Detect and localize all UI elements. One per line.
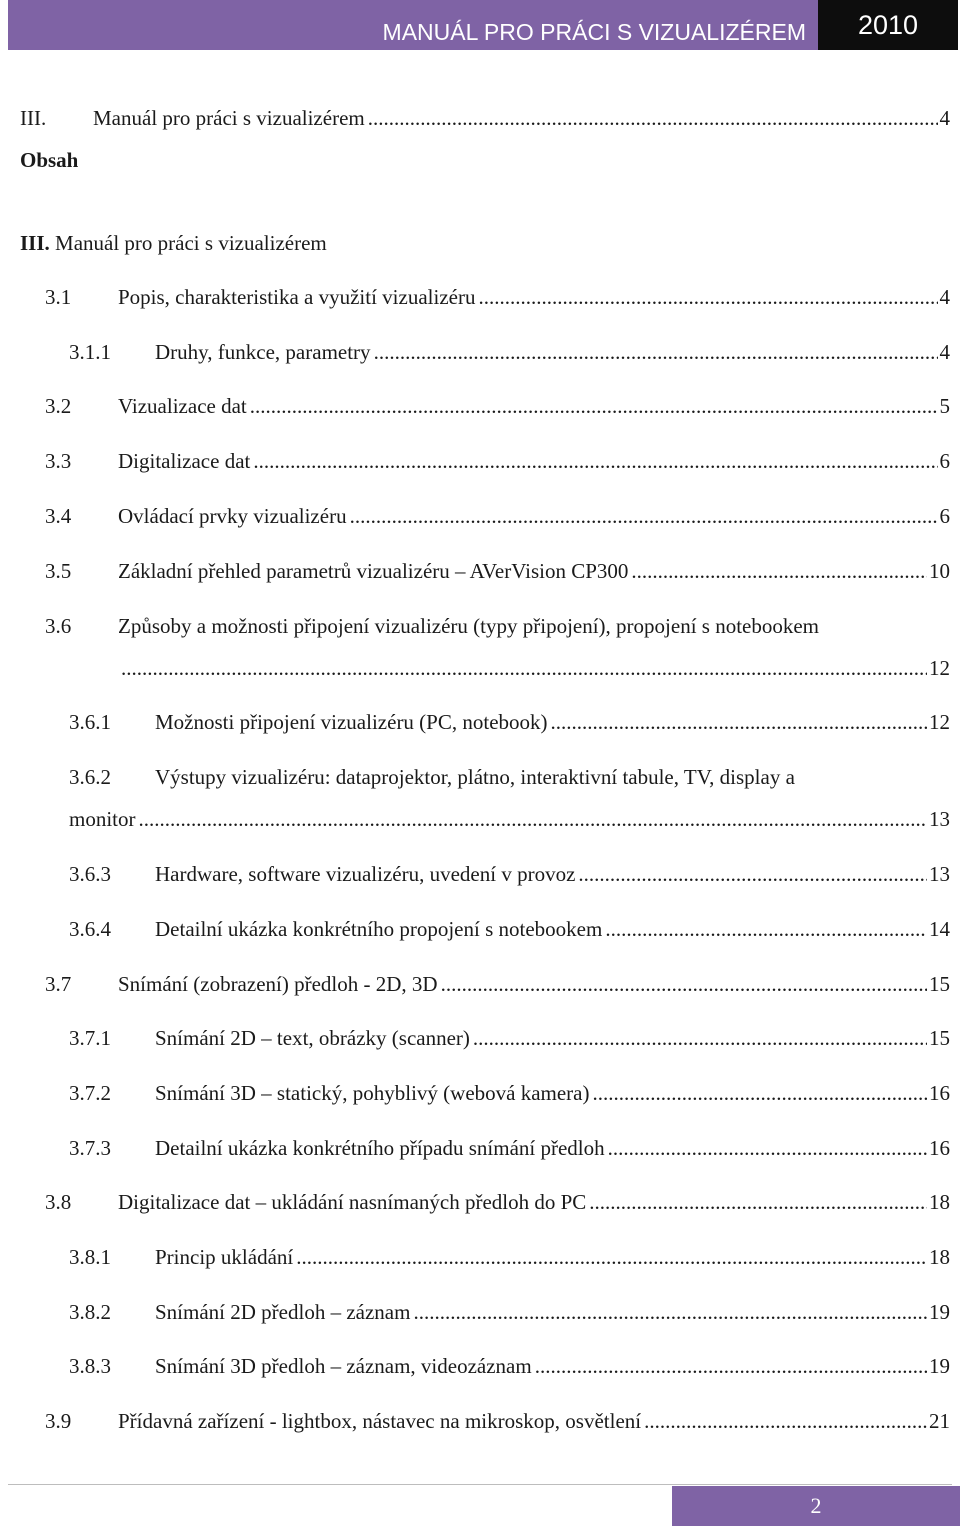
toc-entry-page: 15 xyxy=(929,972,950,996)
toc-entry[interactable] xyxy=(45,972,950,1002)
toc-leader-dots xyxy=(551,710,927,735)
toc-entry-title: Snímání (zobrazení) předloh - 2D, 3D xyxy=(118,972,438,996)
toc-entry-title: Přídavná zařízení - lightbox, nástavec na mikroskop, osvětlení xyxy=(118,1409,642,1433)
toc-entry-number: 3.1.1 xyxy=(69,340,111,364)
toc-entry-title: Princip ukládání xyxy=(155,1245,294,1269)
toc-entry-title: Digitalizace dat – ukládání nasnímaných předloh do PC xyxy=(118,1190,587,1214)
toc-entry-continuation[interactable] xyxy=(118,656,950,686)
toc-entry-number: III. xyxy=(20,106,47,130)
toc-entry-number: 3.6.2 xyxy=(69,765,111,789)
chapter-number: III. xyxy=(20,231,50,255)
toc-entry-page: 4 xyxy=(939,285,950,309)
toc-entry-page: 10 xyxy=(929,559,950,583)
toc-entry-page: 13 xyxy=(929,807,950,831)
toc-entry-number: 3.5 xyxy=(45,559,72,583)
toc-entry-number: 3.8.2 xyxy=(69,1300,111,1324)
toc-leader-dots xyxy=(253,449,937,474)
toc-entry-title: Výstupy vizualizéru: dataprojektor, plátno, interaktivní tabule, TV, display a xyxy=(155,765,795,789)
toc-entry-number: 3.8.3 xyxy=(69,1354,111,1378)
toc-leader-dots xyxy=(296,1245,927,1270)
toc-entry-number: 3.8 xyxy=(45,1190,72,1214)
toc-entry-page: 4 xyxy=(939,340,950,364)
toc-entry-title: Způsoby a možnosti připojení vizualizéru (typy připojení), propojení s notebookem xyxy=(118,614,820,638)
toc-entry-page: 6 xyxy=(939,504,950,528)
toc-leader-dots xyxy=(121,656,927,681)
toc-entry-top[interactable] xyxy=(20,106,950,136)
toc-leader-dots xyxy=(535,1354,927,1379)
toc-leader-dots xyxy=(605,917,927,942)
toc-entry[interactable] xyxy=(69,1081,950,1111)
toc-leader-dots xyxy=(644,1409,927,1434)
toc-entry-page: 5 xyxy=(939,394,950,418)
toc-entry[interactable] xyxy=(45,449,950,479)
toc-entry-number: 3.6.4 xyxy=(69,917,111,941)
toc-entry-page: 13 xyxy=(929,862,950,886)
toc-entry-page: 16 xyxy=(929,1136,950,1160)
toc-entry-number: 3.7.1 xyxy=(69,1026,111,1050)
toc-entry-title: Detailní ukázka konkrétního případu snímání předloh xyxy=(155,1136,605,1160)
toc-leader-dots xyxy=(473,1026,927,1051)
toc-entry-title: Hardware, software vizualizéru, uvedení v provoz xyxy=(155,862,576,886)
toc-entry[interactable] xyxy=(45,1409,950,1439)
toc-leader-dots xyxy=(593,1081,928,1106)
toc-entry-continuation[interactable] xyxy=(69,807,950,837)
toc-entry-page: 16 xyxy=(929,1081,950,1105)
toc-entry-page: 4 xyxy=(939,106,950,130)
toc-entry-number: 3.3 xyxy=(45,449,72,473)
toc-entry[interactable] xyxy=(69,340,950,370)
toc-entry[interactable] xyxy=(45,614,950,644)
toc-entry[interactable] xyxy=(45,1190,950,1220)
toc-entry-number: 3.7 xyxy=(45,972,72,996)
toc-leader-dots xyxy=(374,340,938,365)
toc-entry-title: Základní přehled parametrů vizualizéru – AVerVision CP300 xyxy=(118,559,629,583)
toc-entry-title: Druhy, funkce, parametry xyxy=(155,340,371,364)
toc-leader-dots xyxy=(350,504,938,529)
toc-entry[interactable] xyxy=(69,1136,950,1166)
toc-entry[interactable] xyxy=(69,1026,950,1056)
toc-entry-title: Snímání 3D – statický, pohyblivý (webová kamera) xyxy=(155,1081,590,1105)
toc-leader-dots xyxy=(413,1300,927,1325)
toc-entry-page: 12 xyxy=(929,656,950,680)
toc-entry-title: Vizualizace dat xyxy=(118,394,247,418)
toc-entry-page: 12 xyxy=(929,710,950,734)
toc-entry-page: 14 xyxy=(929,917,950,941)
toc-entry[interactable] xyxy=(69,1245,950,1275)
toc-entry-page: 18 xyxy=(929,1245,950,1269)
toc-entry-title: Ovládací prvky vizualizéru xyxy=(118,504,347,528)
toc-entry-page: 19 xyxy=(929,1354,950,1378)
footer-divider xyxy=(8,1484,952,1485)
toc-leader-dots xyxy=(589,1190,927,1215)
toc-entry-number: 3.6 xyxy=(45,614,72,638)
toc-entry-page: 19 xyxy=(929,1300,950,1324)
toc-leader-dots xyxy=(608,1136,927,1161)
toc-entry-number: 3.9 xyxy=(45,1409,72,1433)
footer-page-number: 2 xyxy=(672,1486,960,1526)
toc-entry-title: Snímání 3D předloh – záznam, videozáznam xyxy=(155,1354,532,1378)
toc-leader-dots xyxy=(631,559,927,584)
toc-entry[interactable] xyxy=(69,1354,950,1384)
toc-entry-title: Digitalizace dat xyxy=(118,449,251,473)
toc-entry-page: 21 xyxy=(929,1409,950,1433)
toc-leader-dots xyxy=(478,285,937,310)
toc-entry-number: 3.7.2 xyxy=(69,1081,111,1105)
toc-entry-title: Snímání 2D předloh – záznam xyxy=(155,1300,411,1324)
toc-entry-title: Snímání 2D – text, obrázky (scanner) xyxy=(155,1026,470,1050)
toc-entry-number: 3.6.3 xyxy=(69,862,111,886)
chapter-title: Manuál pro práci s vizualizérem xyxy=(55,231,327,255)
toc-entry-number: 3.4 xyxy=(45,504,72,528)
toc-entry-title: Možnosti připojení vizualizéru (PC, notebook) xyxy=(155,710,548,734)
toc-entry-number: 3.8.1 xyxy=(69,1245,111,1269)
toc-entry-page: 18 xyxy=(929,1190,950,1214)
toc-entry-number: 3.6.1 xyxy=(69,710,111,734)
toc-entry[interactable] xyxy=(69,1300,950,1330)
toc-entry-number: 3.7.3 xyxy=(69,1136,111,1160)
toc-entry-title: Popis, charakteristika a využití vizualizéru xyxy=(118,285,476,309)
toc-entry[interactable] xyxy=(69,765,950,795)
toc-entry[interactable] xyxy=(45,285,950,315)
toc-leader-dots xyxy=(368,106,938,131)
toc-entry[interactable] xyxy=(69,917,950,947)
contents-heading: Obsah xyxy=(20,148,79,172)
page-header xyxy=(8,0,958,50)
toc-leader-dots xyxy=(441,972,927,997)
toc-entry-title: Manuál pro práci s vizualizérem xyxy=(93,106,365,130)
header-year: 2010 xyxy=(818,0,958,50)
toc-entry-title-continued: monitor xyxy=(69,807,136,831)
toc-leader-dots xyxy=(578,862,927,887)
toc-entry-page: 15 xyxy=(929,1026,950,1050)
toc-entry[interactable] xyxy=(45,559,950,589)
toc-leader-dots xyxy=(250,394,938,419)
chapter-heading xyxy=(20,231,327,256)
toc-leader-dots xyxy=(139,807,928,832)
toc-entry-number: 3.2 xyxy=(45,394,72,418)
toc-entry-page: 6 xyxy=(939,449,950,473)
toc-entry[interactable] xyxy=(45,394,950,424)
toc-entry[interactable] xyxy=(45,504,950,534)
toc-entry[interactable] xyxy=(69,862,950,892)
toc-entry-title: Detailní ukázka konkrétního propojení s notebookem xyxy=(155,917,603,941)
header-title: MANUÁL PRO PRÁCI S VIZUALIZÉREM xyxy=(8,0,818,50)
toc-entry-number: 3.1 xyxy=(45,285,72,309)
toc-entry[interactable] xyxy=(69,710,950,740)
